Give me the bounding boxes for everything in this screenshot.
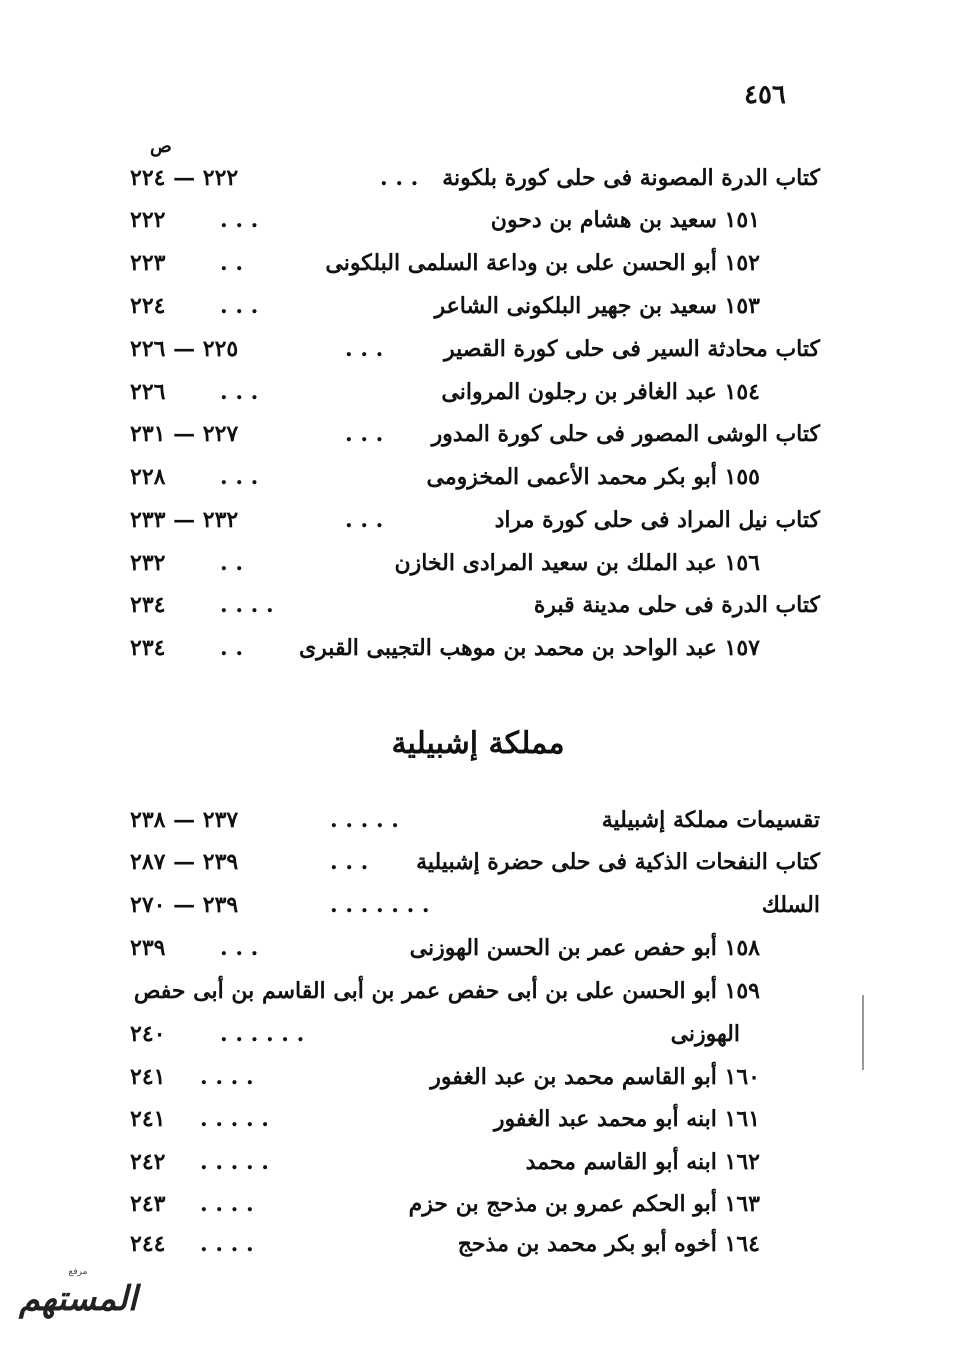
toc-entry [120,1142,820,1182]
toc-entry [120,414,820,454]
entry-title: ١٥٦ عبد الملك بن سعيد المرادى الخازن [394,550,760,576]
leader-dots: . . [220,250,243,276]
entry-pages: ٢٢٢ [130,207,166,233]
leader-dots: . . . [380,165,419,191]
toc-entry [120,329,820,369]
leader-dots: . . . . [200,1064,254,1090]
toc-entry [120,842,820,882]
entry-pages: ٢٢٧ — ٢٣١ [130,421,239,447]
leader-dots: . . [220,550,243,576]
entry-pages: ٢٤١ [130,1106,166,1132]
toc-entry [120,543,820,583]
toc-entry [120,971,820,1011]
entry-pages: ٢٢٣ [130,250,166,276]
entry-title: ١٦١ ابنه أبو محمد عبد الغفور [493,1106,760,1132]
leader-dots: . . . . . . . [330,892,430,918]
toc-entry [120,158,820,198]
stamp-subtext: مرفع [68,1267,88,1277]
entry-title: كتاب محادثة السير فى حلى كورة القصير [444,336,820,362]
entry-pages: ٢٢٨ [130,464,166,490]
leader-dots: . . . [220,207,259,233]
toc-entry [120,243,820,283]
entry-title: كتاب الدرة المصونة فى حلى كورة بلكونة [442,165,820,191]
leader-dots: . . . [345,507,384,533]
leader-dots: . . . . . [200,1106,269,1132]
entry-title: ١٥١ سعيد بن هشام بن دحون [490,207,760,233]
entry-title: السلك [761,892,820,918]
entry-title: تقسيمات مملكة إشبيلية [601,807,820,833]
toc-entry [120,200,820,240]
entry-pages: ٢٣٤ [130,635,166,661]
library-stamp [8,1265,148,1325]
page-number: ٤٥٦ [744,80,786,110]
leader-dots: . . . [220,464,259,490]
leader-dots: . . . . . . [220,1021,305,1047]
toc-entry [120,928,820,968]
entry-pages: ٢٣٢ [130,550,166,576]
entry-title: ١٥٩ أبو الحسن على بن أبى حفص عمر بن أبى القاسم بن أبى حفص [133,978,760,1004]
leader-dots: . . . . [200,1231,254,1257]
entry-title: كتاب الوشى المصور فى حلى كورة المدور [431,421,820,447]
entry-title: ١٥٢ أبو الحسن على بن وداعة السلمى البلكونى [325,250,760,276]
entry-pages: ٢٢٦ [130,379,166,405]
leader-dots: . . . [345,336,384,362]
toc-entry [120,1057,820,1097]
entry-pages: ٢٣٤ [130,592,166,618]
entry-title: ١٥٥ أبو بكر محمد الأعمى المخزومى [426,464,760,490]
leader-dots: . . . [220,379,259,405]
entry-pages: ٢٣٢ — ٢٣٣ [130,507,239,533]
leader-dots: . . . [220,293,259,319]
toc-entry [120,1014,820,1054]
page-column-label: ص [150,136,172,157]
entry-title: ١٦٣ أبو الحكم عمرو بن مذحج بن حزم [408,1191,760,1217]
leader-dots: . . . [345,421,384,447]
entry-pages: ٢٤٢ [130,1149,166,1175]
entry-title: ١٥٣ سعيد بن جهير البلكونى الشاعر [434,293,760,319]
entry-pages: ٢٤١ [130,1064,166,1090]
toc-entry [120,1224,820,1264]
entry-pages: ٢٣٩ — ٢٧٠ [130,892,239,918]
entry-pages: ٢٣٧ — ٢٣٨ [130,807,239,833]
entry-pages: ٢٢٢ — ٢٢٤ [130,165,239,191]
entry-title: كتاب النفحات الذكية فى حلى حضرة إشبيلية [416,849,820,875]
margin-rule [862,995,864,1070]
toc-entry [120,457,820,497]
toc-entry [120,885,820,925]
leader-dots: . . . . [200,1191,254,1217]
entry-title: ١٥٤ عبد الغافر بن رجلون المروانى [441,379,760,405]
entry-title: ١٦٠ أبو القاسم محمد بن عبد الغفور [430,1064,760,1090]
toc-entry [120,628,820,668]
entry-title: كتاب الدرة فى حلى مدينة قبرة [533,592,820,618]
entry-title: الهوزنى [670,1021,740,1047]
toc-entry [120,1184,820,1224]
leader-dots: . . . . . [200,1149,269,1175]
stamp-logo: المستهم [18,1279,138,1319]
leader-dots: . . [220,635,243,661]
entry-title: ١٥٧ عبد الواحد بن محمد بن موهب التجيبى القبرى [298,635,760,661]
entry-pages: ٢٤٠ [130,1021,166,1047]
toc-entry [120,286,820,326]
entry-pages: ٢٢٤ [130,293,166,319]
leader-dots: . . . [220,935,259,961]
entry-pages: ٢٣٩ — ٢٨٧ [130,849,239,875]
entry-pages: ٢٤٤ [130,1231,166,1257]
section-heading: مملكة إشبيلية [391,726,565,761]
entry-pages: ٢٤٣ [130,1191,166,1217]
entry-title: ١٦٢ ابنه أبو القاسم محمد [525,1149,760,1175]
toc-entry [120,500,820,540]
entry-title: ١٥٨ أبو حفص عمر بن الحسن الهوزنى [409,935,760,961]
leader-dots: . . . [330,849,369,875]
leader-dots: . . . . [220,592,274,618]
entry-title: ١٦٤ أخوه أبو بكر محمد بن مذحج [457,1231,760,1257]
toc-entry [120,1099,820,1139]
entry-title: كتاب نيل المراد فى حلى كورة مراد [494,507,820,533]
toc-entry [120,800,820,840]
toc-entry [120,585,820,625]
entry-pages: ٢٣٩ [130,935,166,961]
leader-dots: . . . . . [330,807,399,833]
toc-entry [120,372,820,412]
entry-pages: ٢٢٥ — ٢٢٦ [130,336,239,362]
